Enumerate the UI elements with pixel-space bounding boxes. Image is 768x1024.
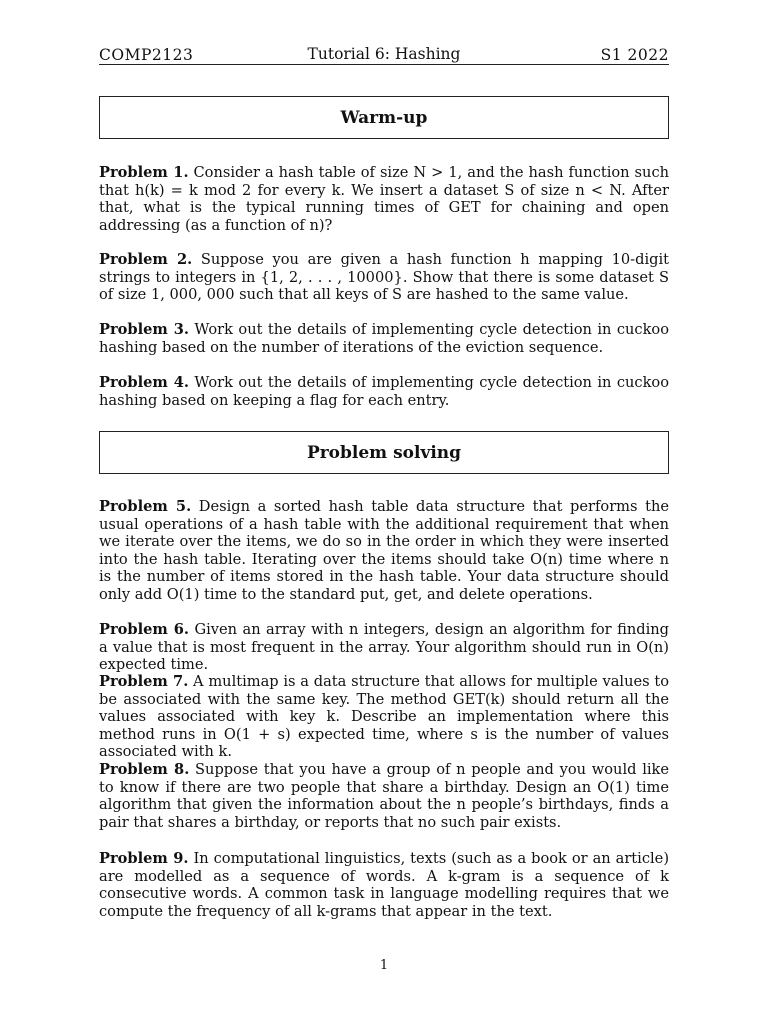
page-number: 1 bbox=[379, 958, 389, 973]
problem-2 bbox=[99, 251, 669, 304]
section-title: Problem solving bbox=[306, 442, 462, 463]
problem-text: Given an array with n integers, design an algorithm for finding a value that is most frequent in the array. Your algorithm should run in O(n) expected time. bbox=[99, 621, 669, 674]
section-title: Warm-up bbox=[340, 107, 428, 128]
problem-text: Suppose you are given a hash function h mapping 10-digit strings to integers in {1, 2, . . . , 10000}. Show that there is some dataset S of size 1, 000, 000 such that all keys of S are hashed to the same value. bbox=[99, 251, 669, 304]
problem-5 bbox=[99, 498, 669, 604]
problem-text: Work out the details of implementing cycle detection in cuckoo hashing based on the number of iterations of the eviction sequence. bbox=[99, 321, 670, 356]
page-title: Tutorial 6: Hashing bbox=[307, 45, 461, 63]
problem-6 bbox=[99, 621, 669, 674]
problem-text: A multimap is a data structure that allows for multiple values to be associated with the same key. The method GET(k) should return all the values associated with key k. Describe an implementation where this method runs in O(1 + s) expected time, where s is the number of values associated with k. bbox=[99, 673, 670, 761]
problem-label: Problem 9. bbox=[99, 850, 189, 867]
problem-label: Problem 7. bbox=[99, 673, 189, 690]
section-heading-problem-solving bbox=[99, 431, 669, 474]
problem-label: Problem 2. bbox=[99, 251, 193, 268]
course-code: COMP2123 bbox=[99, 46, 194, 64]
problem-label: Problem 6. bbox=[99, 621, 189, 638]
problem-label: Problem 8. bbox=[99, 761, 190, 778]
problem-9 bbox=[99, 850, 669, 920]
problem-label: Problem 4. bbox=[99, 374, 189, 391]
problem-7 bbox=[99, 673, 669, 761]
problem-4 bbox=[99, 374, 669, 409]
problem-label: Problem 5. bbox=[99, 498, 192, 515]
problem-label: Problem 3. bbox=[99, 321, 189, 338]
problem-text: Suppose that you have a group of n people and you would like to know if there are two people that share a birthday. Design an O(1) time algorithm that given the information about the n people’s birthdays, finds a pair that shares a birthday, or reports that no such pair exists. bbox=[99, 761, 670, 831]
problem-text: Consider a hash table of size N > 1, and the hash function such that h(k) = k mod 2 for every k. We insert a dataset S of size n < N. After that, what is the typical running times of GET for chaining and open addressing (as a function of n)? bbox=[99, 164, 670, 234]
problem-label: Problem 1. bbox=[99, 164, 189, 181]
problem-text: In computational linguistics, texts (such as a book or an article) are modelled as a sequence of words. A k-gram is a sequence of k consecutive words. A common task in language modelling requires that we compute the frequency of all k-grams that appear in the text. bbox=[99, 850, 670, 920]
page-header bbox=[99, 44, 669, 65]
problem-8 bbox=[99, 761, 669, 831]
problem-1 bbox=[99, 164, 669, 234]
semester-label: S1 2022 bbox=[600, 46, 669, 64]
problem-text: Work out the details of implementing cycle detection in cuckoo hashing based on keeping a flag for each entry. bbox=[99, 374, 670, 409]
problem-3 bbox=[99, 321, 669, 356]
section-heading-warmup bbox=[99, 96, 669, 139]
problem-text: Design a sorted hash table data structure that performs the usual operations of a hash table with the additional requirement that when we iterate over the items, we do so in the order in which they were inserted into the hash table. Iterating over the items should take O(n) time where n is the number of items stored in the hash table. Your data structure should only add O(1) time to the standard put, get, and delete operations. bbox=[99, 498, 670, 603]
